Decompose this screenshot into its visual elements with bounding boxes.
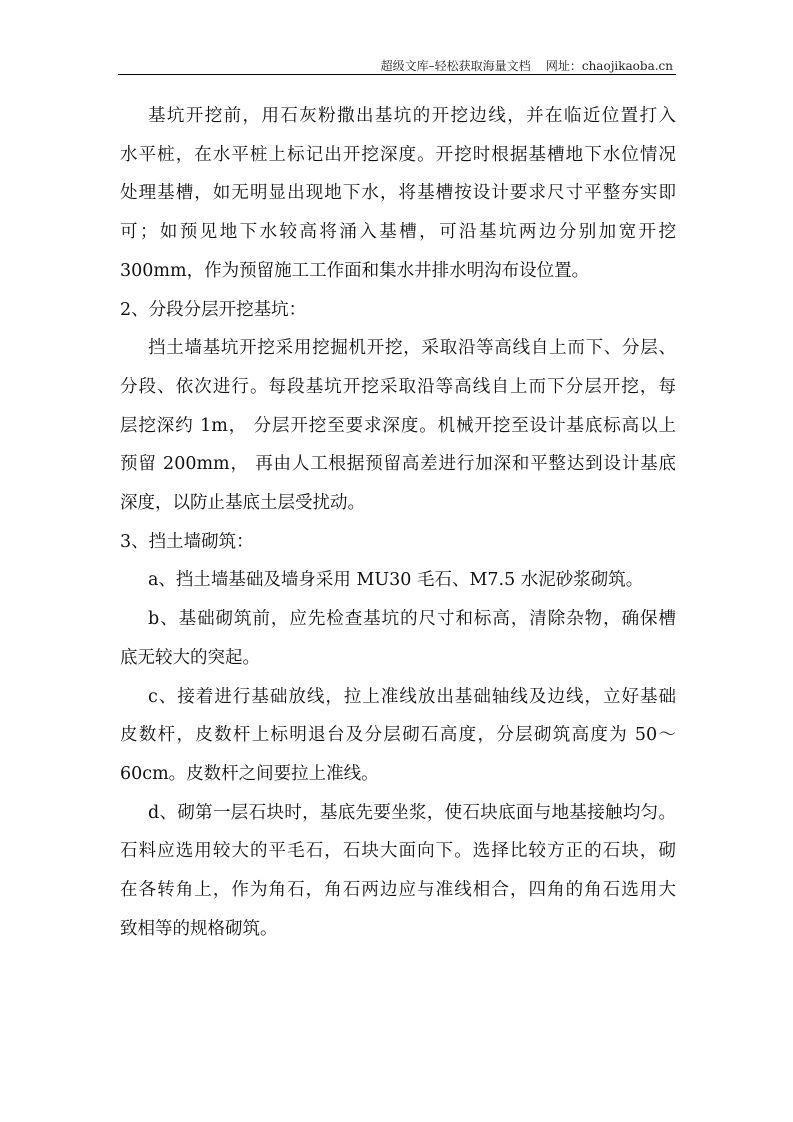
text-line: 预留 200mm， 再由人工根据预留高差进行加深和平整达到设计基底 xyxy=(120,454,676,475)
text-line: 石料应选用较大的平毛石，石块大面向下。选择比较方正的石块，砌 xyxy=(120,841,676,862)
header-rule xyxy=(118,74,676,75)
text-line: 层挖深约 1m， 分层开挖至要求深度。机械开挖至设计基底标高以上 xyxy=(120,415,676,436)
text-line: 在各转角上，作为角石，角石两边应与准线相合，四角的角石选用大 xyxy=(120,880,676,900)
header-site: 超级文库–轻松获取海量文档 xyxy=(380,59,531,73)
text-line: c、接着进行基础放线，拉上准线放出基础轴线及边线，立好基础 xyxy=(148,686,676,707)
text-line: 基坑开挖前，用石灰粉撒出基坑的开挖边线，并在临近位置打入 xyxy=(148,106,676,126)
text-line: 处理基槽，如无明显出现地下水，将基槽按设计要求尺寸平整夯实即 xyxy=(120,183,676,204)
text-line: 深度，以防止基底土层受扰动。 xyxy=(120,493,365,513)
text-line: 分段、依次进行。每段基坑开挖采取沿等高线自上而下分层开挖，每 xyxy=(120,376,676,397)
text-line: a、挡土墙基础及墙身采用 MU30 毛石、M7.5 水泥砂浆砌筑。 xyxy=(148,570,644,591)
text-line: 可；如预见地下水较高将涌入基槽，可沿基坑两边分别加宽开挖 xyxy=(120,222,676,243)
header-url: 网址：chaojikaoba.cn xyxy=(545,59,673,73)
text-line: 60cm。皮数杆之间要拉上准线。 xyxy=(120,763,379,784)
text-line: 挡土墙基坑开挖采用挖掘机开挖，采取沿等高线自上而下、分层、 xyxy=(148,338,676,359)
text-line: 300mm，作为预留施工工作面和集水井排水明沟布设位置。 xyxy=(120,260,590,281)
text-line: 致相等的规格砌筑。 xyxy=(120,918,278,939)
text-line: d、砌第一层石块时，基底先要坐浆，使石块底面与地基接触均匀。 xyxy=(148,802,676,823)
text-line: 2、分段分层开挖基坑： xyxy=(120,299,307,320)
text-line: b、基础砌筑前，应先检查基坑的尺寸和标高，清除杂物，确保槽 xyxy=(148,609,676,630)
text-line: 3、挡土墙砌筑： xyxy=(120,531,254,552)
page-header xyxy=(381,57,673,74)
text-line: 水平桩，在水平桩上标记出开挖深度。开挖时根据基槽地下水位情况 xyxy=(120,144,676,165)
text-line: 皮数杆，皮数杆上标明退台及分层砌石高度，分层砌筑高度为 50～ xyxy=(120,725,676,746)
text-line: 底无较大的突起。 xyxy=(120,647,260,668)
